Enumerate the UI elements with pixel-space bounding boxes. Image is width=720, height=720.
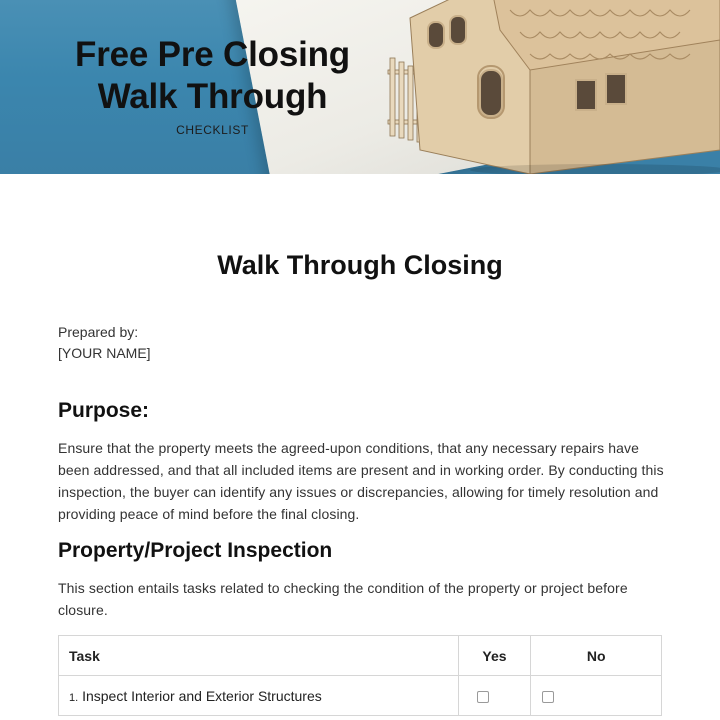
prepared-by-block — [58, 322, 151, 364]
prepared-by-name: [YOUR NAME] — [58, 345, 151, 361]
banner-subtitle: CHECKLIST — [176, 123, 249, 137]
banner-title — [0, 34, 425, 118]
table-header-row — [59, 636, 662, 676]
purpose-heading: Purpose: — [58, 399, 150, 422]
header-banner — [0, 0, 720, 174]
house-model-image — [380, 0, 720, 174]
task-number: 1. — [69, 691, 79, 704]
yes-cell — [458, 676, 531, 716]
no-cell — [531, 676, 662, 716]
no-checkbox[interactable] — [542, 691, 554, 703]
inspection-paragraph: This section entails tasks related to checking the condition of the property or project before closure. — [58, 580, 628, 618]
banner-title-line-1: Free Pre Closing — [75, 35, 350, 74]
yes-checkbox[interactable] — [477, 691, 489, 703]
column-header-yes: Yes — [458, 636, 531, 676]
task-label: Inspect Interior and Exterior Structures — [82, 687, 322, 704]
column-header-no: No — [531, 636, 662, 676]
table-row — [59, 676, 662, 716]
banner-text — [0, 0, 430, 174]
column-header-task: Task — [59, 636, 459, 676]
document-title: Walk Through Closing — [217, 250, 503, 280]
prepared-by-label: Prepared by: — [58, 324, 139, 340]
inspection-heading: Property/Project Inspection — [58, 539, 333, 562]
banner-title-line-2: Walk Through — [97, 77, 328, 116]
task-cell — [59, 676, 459, 716]
purpose-paragraph: Ensure that the property meets the agreed-upon conditions, that any necessary repairs have been addressed, and that all included items are present and in working order. By conducting this inspection, the buyer can identify any issues or discrepancies, allowing for timely resolution and providing peace of mind before the final closing. — [58, 440, 664, 522]
task-checklist-table — [58, 635, 662, 716]
